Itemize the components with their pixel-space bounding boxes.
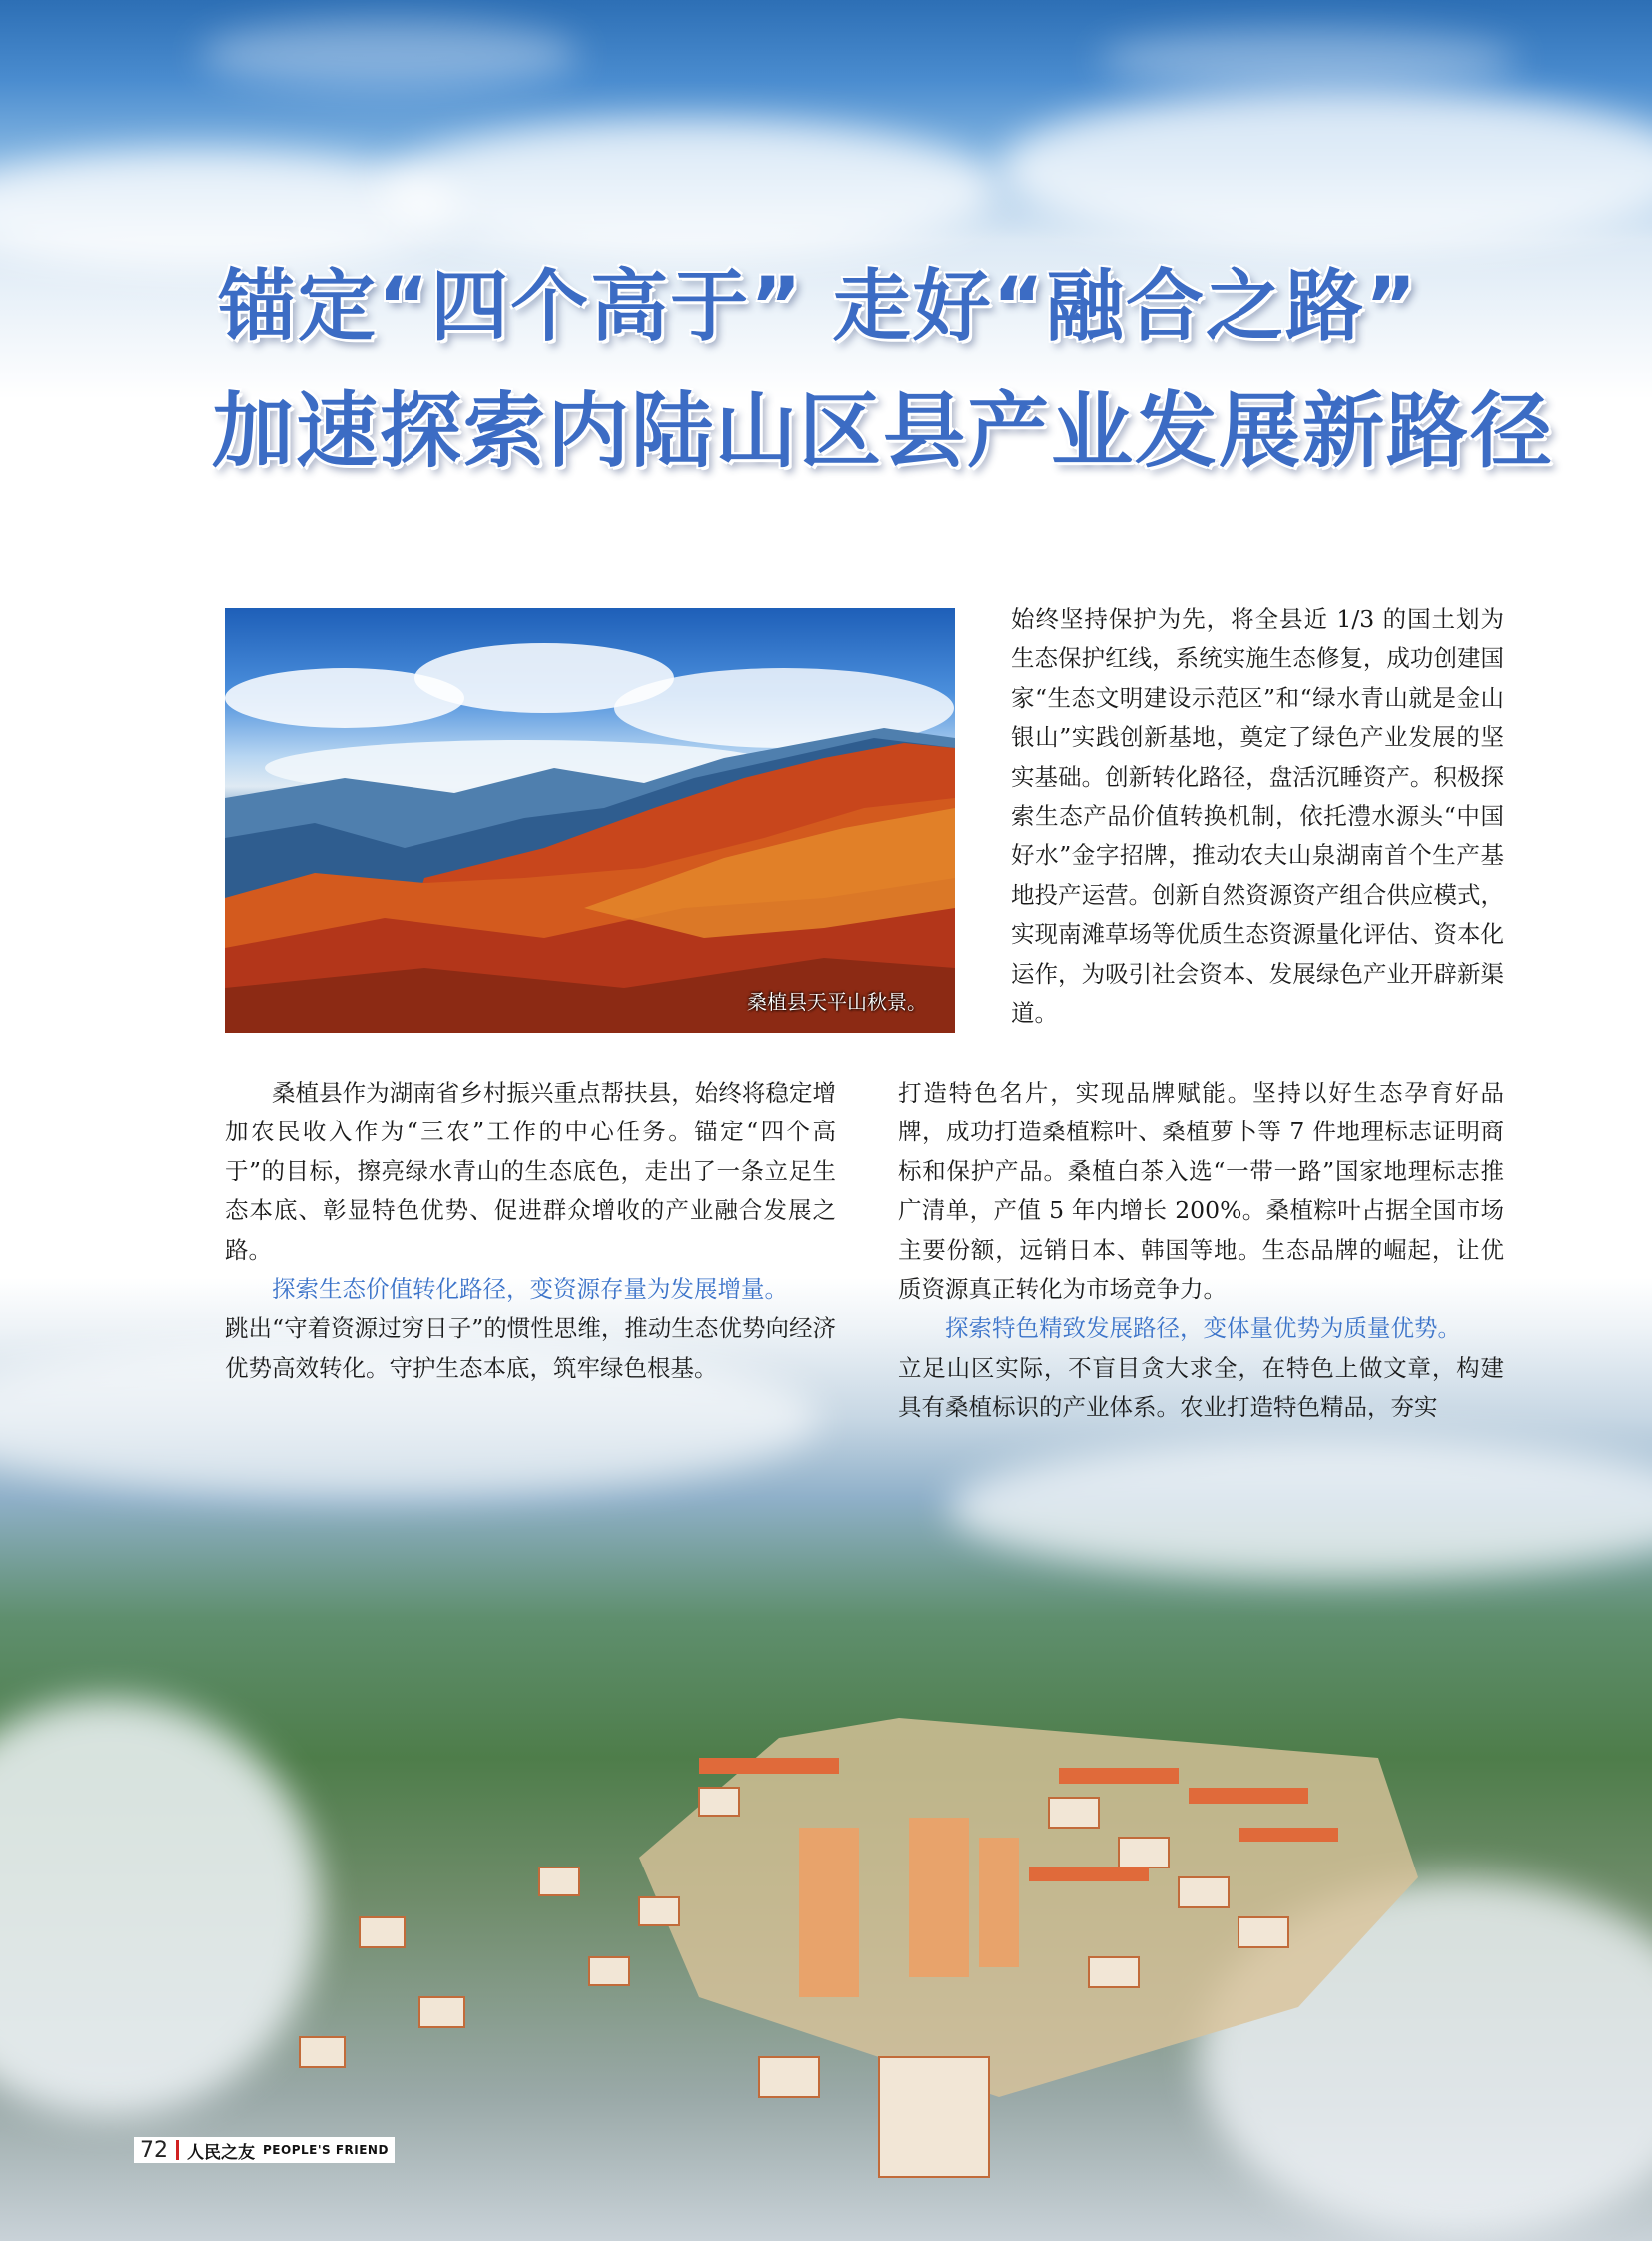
autumn-mountain-photo: [225, 608, 955, 1033]
magazine-name-en: PEOPLE'S FRIEND: [263, 2143, 389, 2157]
footer-divider: [176, 2140, 179, 2160]
photo-caption: 桑植县天平山秋景。: [747, 990, 927, 1014]
left-column: [225, 1074, 836, 1388]
page-footer: [134, 2137, 395, 2163]
section-heading-1: 探索生态价值转化路径，变资源存量为发展增量。: [272, 1275, 788, 1304]
section-heading-2: 探索特色精致发展路径，变体量优势为质量优势。: [945, 1314, 1461, 1343]
right-paragraph-3: 立足山区实际，不盲目贪大求全，在特色上做文章，构建具有桑植标识的产业体系。农业打造特色精品，夯实: [898, 1353, 1504, 1422]
right-paragraph-2: 打造特色名片，实现品牌赋能。坚持以好生态孕育好品牌，成功打造桑植粽叶、桑植萝卜等 7 件地理标志证明商标和保护产品。桑植白茶入选“一带一路”国家地理标志推广清单，产值 5 年内增长 200%。桑植粽叶占据全国市场主要份额，远销日本、韩国等地。生态品牌的崛起，让优质资源真正转化为市场竞争力。: [898, 1079, 1504, 1304]
left-paragraph-2: 跳出“守着资源过穷日子”的惯性思维，推动生态优势向经济优势高效转化。守护生态本底，筑牢绿色根基。: [225, 1314, 836, 1382]
magazine-name: 人民之友: [187, 2142, 255, 2163]
mountain-illustration: [225, 608, 955, 1033]
right-column-top: [1011, 600, 1504, 1033]
left-paragraph-1: 桑植县作为湖南省乡村振兴重点帮扶县，始终将稳定增加农民收入作为“三农”工作的中心任务。锚定“四个高于”的目标，擦亮绿水青山的生态底色，走出了一条立足生态本底、彰显特色优势、促进群众增收的产业融合发展之路。: [225, 1079, 836, 1264]
headline-line-2: 加速探索内陆山区县产业发展新路径: [212, 384, 1555, 479]
right-column-bottom: [898, 1074, 1504, 1428]
right-paragraph-1: 始终坚持保护为先，将全县近 1/3 的国土划为生态保护红线，系统实施生态修复，成功创建国家“生态文明建设示范区”和“绿水青山就是金山银山”实践创新基地，奠定了绿色产业发展的坚实基础。创新转化路径，盘活沉睡资产。积极探索生态产品价值转换机制，依托澧水源头“中国好水”金字招牌，推动农夫山泉湖南首个生产基地投产运营。创新自然资源资产组合供应模式，实现南滩草场等优质生态资源量化评估、资本化运作，为吸引社会资本、发展绿色产业开辟新渠道。: [1011, 605, 1504, 1028]
headline-line-1: 锚定“四个高于” 走好“融合之路”: [218, 262, 1419, 352]
page-number: 72: [140, 2137, 168, 2163]
